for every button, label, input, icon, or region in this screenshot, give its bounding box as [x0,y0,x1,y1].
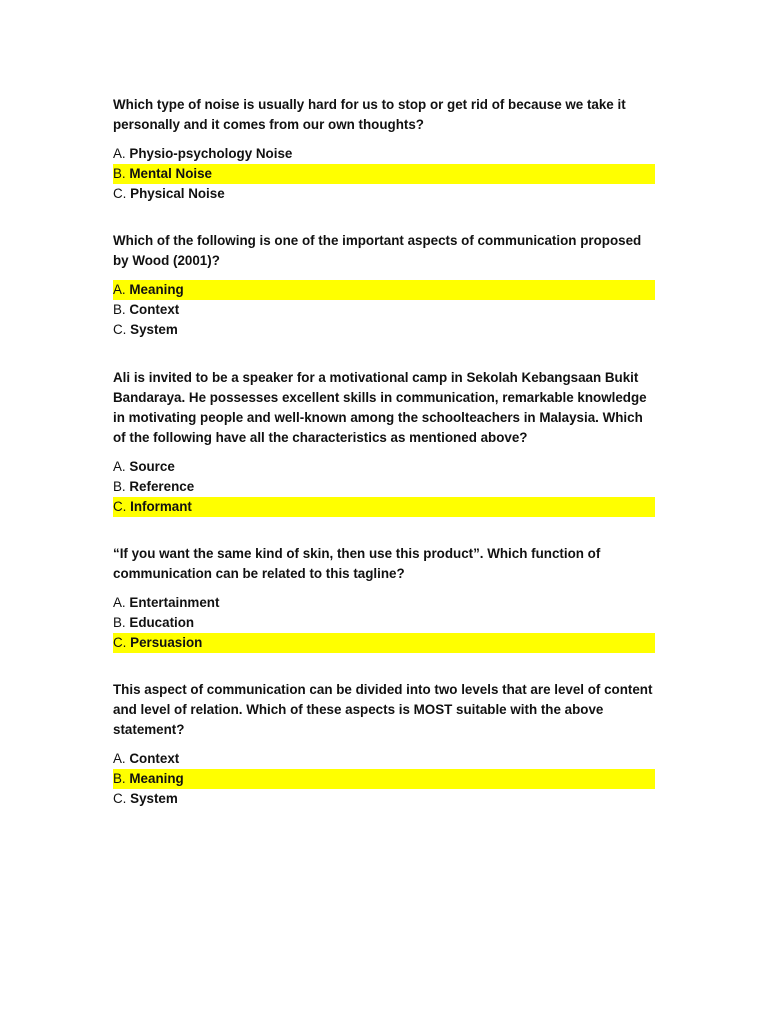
option-text: Physical Noise [130,186,225,201]
option-letter: A. [113,751,126,766]
option-c-answer [113,633,655,653]
option-a [113,749,655,769]
option-letter: B. [113,479,126,494]
option-text: Meaning [129,282,184,297]
question-2 [113,231,655,340]
option-c-answer [113,497,655,517]
question-text: “If you want the same kind of skin, then use this product”. Which function of communication can be related to this tagline? [113,546,601,581]
option-a [113,457,655,477]
question-text: Which of the following is one of the important aspects of communication proposed by Wood (2001)? [113,233,642,268]
option-text: System [130,791,178,806]
option-text: Mental Noise [129,166,212,181]
option-text: Reference [129,479,195,494]
option-c [113,184,655,204]
option-c [113,320,655,340]
option-c [113,789,655,809]
option-b-answer [113,769,655,789]
option-letter: B. [113,166,126,181]
option-letter: A. [113,595,126,610]
question-text: Ali is invited to be a speaker for a motivational camp in Sekolah Kebangsaan Bukit Bandaraya. He possesses excellent skills in communication, remarkable knowledge in motivating people and well-known among the schoolteachers in Malaysia. Which of the following have all the characteristics as mentioned above? [113,370,647,445]
option-b [113,300,655,320]
option-b [113,477,655,497]
option-text: Source [129,459,175,474]
option-text: Context [129,302,180,317]
option-text: Meaning [129,771,184,786]
option-a [113,144,655,164]
option-text: Persuasion [130,635,203,650]
option-text: Context [129,751,180,766]
question-5 [113,680,655,809]
option-letter: C. [113,791,127,806]
option-letter: A. [113,282,126,297]
option-letter: C. [113,186,127,201]
question-text: This aspect of communication can be divided into two levels that are level of content and level of relation. Which of these aspects is MOST suitable with the above statement? [113,682,653,737]
option-letter: A. [113,146,126,161]
option-letter: C. [113,635,127,650]
question-4 [113,544,655,653]
question-3 [113,368,655,517]
question-text: Which type of noise is usually hard for us to stop or get rid of because we take it personally and it comes from our own thoughts? [113,97,626,132]
quiz-page [113,95,655,835]
option-a-answer [113,280,655,300]
option-text: Informant [130,499,192,514]
option-letter: C. [113,322,127,337]
option-text: Education [129,615,195,630]
option-text: Entertainment [129,595,220,610]
option-letter: B. [113,771,126,786]
option-text: Physio-psychology Noise [129,146,293,161]
option-letter: A. [113,459,126,474]
option-b-answer [113,164,655,184]
option-letter: B. [113,615,126,630]
option-a [113,593,655,613]
option-letter: B. [113,302,126,317]
option-letter: C. [113,499,127,514]
option-text: System [130,322,178,337]
question-1 [113,95,655,204]
option-b [113,613,655,633]
